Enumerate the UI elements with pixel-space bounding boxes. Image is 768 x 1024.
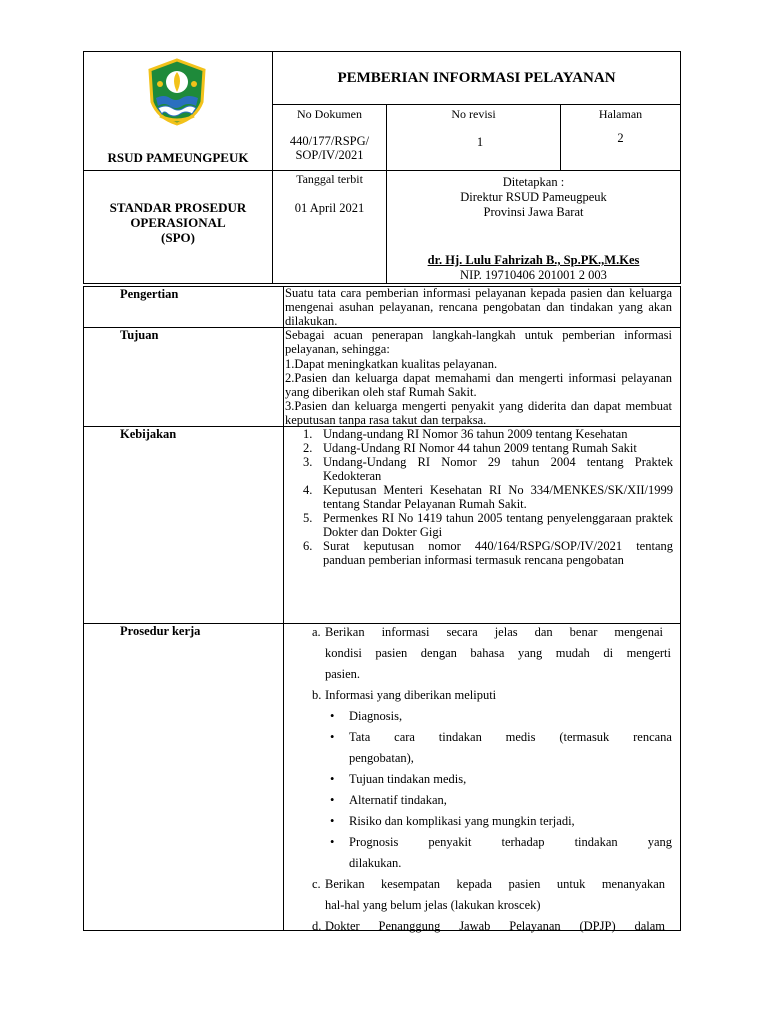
prosedur-a-line2: kondisi pasien dengan bahasa yang mudah di mengerti [325,646,671,660]
prosedur-a-line3: pasien. [325,667,361,681]
body-divider-vertical [283,286,284,931]
no-dokumen-label: No Dokumen [297,107,362,121]
list-text: Undang-undang RI Nomor 36 tahun 2009 tentang Kesehatan [323,427,628,441]
tujuan-label: Tujuan [120,328,159,342]
pengertian-text: Suatu tata cara pemberian informasi pelayanan kepada pasien dan keluarga mengenai asuhan pelayanan, rencana pengobatan dan tindakan yang akan dilakukan. [285,286,672,328]
signatory-name: dr. Hj. Lulu Fahrizah B., Sp.PK.,M.Kes [427,253,640,267]
pengertian-label: Pengertian [120,287,179,301]
provinsi: Provinsi Jawa Barat [483,205,584,219]
prosedur-c-line1: Berikan kesempatan kepada pasien untuk menanyakan [325,877,665,891]
body-border-left [83,286,84,931]
bullet-prognosis-line2: dilakukan. [349,856,402,870]
kebijakan-item [299,511,673,539]
hospital-name: RSUD PAMEUNGPEUK [107,150,249,165]
no-dokumen-line1: 440/177/RSPG/ [289,134,370,148]
tanggal-label: Tanggal terbit [296,172,363,186]
bullet-icon: • [330,772,335,786]
kebijakan-label: Kebijakan [120,427,177,441]
bullet-tata-line2: pengobatan), [349,751,414,765]
halaman-value: 2 [617,131,624,145]
prosedur-a-line1: Berikan informasi secara jelas dan benar mengenai [325,625,663,639]
list-number: 3. [303,455,313,469]
prosedur-d-marker: d. [312,919,322,933]
list-text: Surat keputusan nomor 440/164/RSPG/SOP/IV/2021 tentang panduan pemberian informasi termasuk rencana pengobatan [323,539,673,567]
kebijakan-list [299,427,673,567]
bullet-icon: • [330,709,335,723]
prosedur-c-line2: hal-hal yang belum jelas (lakukan kroscek) [325,898,541,912]
bullet-diagnosis: Diagnosis, [349,709,403,723]
header-border-top [83,51,681,52]
list-text: Undang-Undang RI Nomor 29 tahun 2004 tentang Praktek Kedokteran [323,455,673,483]
tujuan-intro: Sebagai acuan penerapan langkah-langkah untuk pemberian informasi pelayanan, sehingga: [285,328,672,356]
hospital-logo [146,58,208,126]
list-text: Keputusan Menteri Kesehatan RI No 334/MENKES/SK/XII/1999 tentang Standar Pelayanan Rumah Sakit. [323,483,673,511]
no-dokumen-line2: SOP/IV/2021 [295,148,364,162]
spo-line1: STANDAR PROSEDUR [109,200,247,215]
bullet-tata-line1: Tata cara tindakan medis (termasuk rencana [349,730,672,744]
kebijakan-item [299,455,673,483]
direktur: Direktur RSUD Pameugpeuk [460,190,607,204]
bullet-prognosis-line1: Prognosis penyakit terhadap tindakan yang [349,835,672,849]
kebijakan-item [299,483,673,511]
prosedur-d-line1: Dokter Penanggung Jawab Pelayanan (DPJP) dalam [325,919,665,933]
bullet-tujuan: Tujuan tindakan medis, [349,772,467,786]
prosedur-label: Prosedur kerja [120,624,201,638]
tanggal-value: 01 April 2021 [294,201,365,215]
signatory-nip: NIP. 19710406 201001 2 003 [460,268,607,282]
prosedur-b-marker: b. [312,688,322,702]
header-border-left [83,51,84,284]
kebijakan-item [299,441,673,455]
list-number: 2. [303,441,313,455]
header-border-bottom [83,283,681,284]
no-revisi-label: No revisi [451,107,496,121]
title-row-bottom [272,104,681,105]
list-number: 1. [303,427,313,441]
prosedur-b-line1: Informasi yang diberikan meliputi [325,688,497,702]
list-number: 6. [303,539,313,553]
page-title: PEMBERIAN INFORMASI PELAYANAN [337,70,616,86]
bullet-icon: • [330,730,335,744]
tujuan-item-3: 3.Pasien dan keluarga mengerti penyakit yang diderita dan dapat membuat keputusan tanpa rasa takut dan terpaksa. [285,399,672,427]
prosedur-a-marker: a. [312,625,321,639]
no-revisi-value: 1 [476,135,484,149]
halaman-label: Halaman [598,107,643,121]
tujuan-item-1: 1.Dapat meningkatkan kualitas pelayanan. [285,357,498,371]
bullet-icon: • [330,835,335,849]
doc-row-bottom [83,170,681,171]
tujuan-item-2: 2.Pasien dan keluarga dapat memahami dan mengerti informasi pelayanan yang diberikan oleh staf Rumah Sakit. [285,371,672,399]
spo-line2: OPERASIONAL [130,215,226,230]
ditetapkan: Ditetapkan : [502,175,565,189]
header-border-right [680,51,681,284]
kebijakan-item [299,427,673,441]
list-number: 5. [303,511,313,525]
bullet-risiko: Risiko dan komplikasi yang mungkin terjadi, [349,814,575,828]
bullet-alternatif: Alternatif tindakan, [349,793,447,807]
list-number: 4. [303,483,313,497]
list-text: Udang-Undang RI Nomor 44 tahun 2009 tentang Rumah Sakit [323,441,637,455]
prosedur-c-marker: c. [312,877,321,891]
kebijakan-item [299,539,673,567]
list-text: Permenkes RI No 1419 tahun 2005 tentang penyelenggaraan praktek Dokter dan Dokter Gigi [323,511,673,539]
bullet-icon: • [330,793,335,807]
body-border-right [680,286,681,931]
bullet-icon: • [330,814,335,828]
spo-line3: (SPO) [161,230,195,245]
